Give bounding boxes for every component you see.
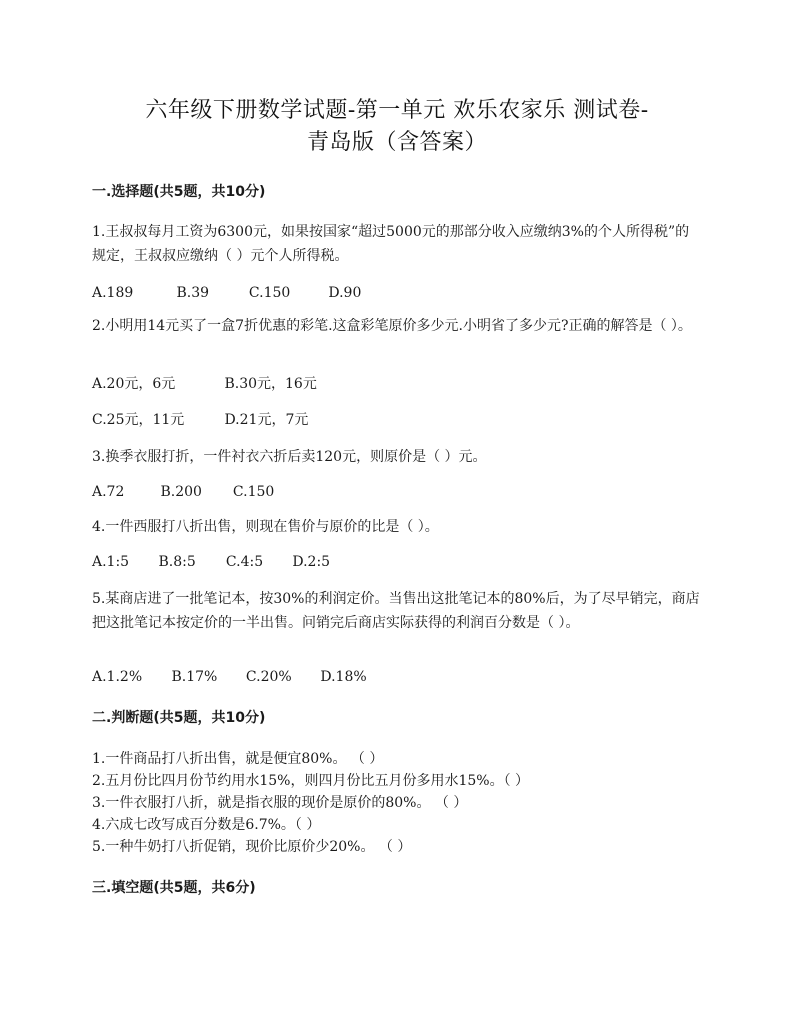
question-2-options-row2 [92, 410, 308, 430]
option-d: D.90 [328, 285, 362, 301]
tf-item-5: 5.一种牛奶打八折促销，现价比原价少20%。 （ ） [92, 839, 412, 855]
tf-item-3: 3.一件衣服打八折，就是指衣服的现价是原价的80%。 （ ） [92, 795, 468, 811]
option-d: D.21元，7元 [224, 412, 309, 428]
question-5: 5.某商店进了一批笔记本，按30%的利润定价。当售出这批笔记本的80%后，为了尽早销完，商店把这批笔记本按定价的一半出售。问销完后商店实际获得的利润百分数是（ ）。 [92, 591, 700, 631]
option-b: B.8:5 [158, 554, 196, 570]
question-4-options [92, 552, 330, 572]
option-c: C.4:5 [225, 554, 264, 570]
option-c: C.150 [248, 285, 291, 301]
question-3: 3.换季衣服打折，一件衬衣六折后卖120元，则原价是（ ）元。 [92, 449, 487, 465]
section-heading-choice: 一.选择题(共5题，共10分) [92, 184, 266, 200]
option-a: A.1:5 [92, 554, 130, 570]
doc-title-line1: 六年级下册数学试题-第一单元 欢乐农家乐 测试卷- [145, 98, 649, 123]
option-d: D.2:5 [292, 554, 331, 570]
option-a: A.189 [92, 285, 134, 301]
question-4: 4.一件西服打八折出售，则现在售价与原价的比是（ ）。 [92, 519, 439, 535]
question-2: 2.小明用14元买了一盒7折优惠的彩笔.这盒彩笔原价多少元.小明省了多少元?正确的解答是（ ）。 [92, 318, 692, 334]
tf-item-4: 4.六成七改写成百分数是6.7%。（ ） [92, 817, 321, 833]
option-c: C.25元，11元 [92, 412, 185, 428]
option-b: B.30元，16元 [224, 376, 317, 392]
question-3-options [92, 482, 274, 502]
question-5-options [92, 667, 367, 687]
section-heading-fill-blank: 三.填空题(共5题，共6分) [92, 880, 256, 896]
question-2-options-row1 [92, 374, 317, 394]
tf-item-2: 2.五月份比四月份节约用水15%，则四月份比五月份多用水15%。（ ） [92, 773, 530, 789]
option-a: A.72 [92, 484, 125, 500]
option-c: C.150 [232, 484, 275, 500]
option-d: D.18% [320, 669, 367, 685]
option-b: B.17% [171, 669, 218, 685]
question-1-options [92, 283, 361, 303]
option-a: A.1.2% [92, 669, 143, 685]
option-c: C.20% [245, 669, 292, 685]
section-heading-true-false: 二.判断题(共5题，共10分) [92, 710, 266, 726]
option-b: B.200 [160, 484, 202, 500]
tf-item-1: 1.一件商品打八折出售，就是便宜80%。 （ ） [92, 751, 384, 767]
option-a: A.20元，6元 [92, 376, 176, 392]
doc-title-line2: 青岛版（含答案） [306, 130, 487, 155]
option-b: B.39 [176, 285, 210, 301]
question-1: 1.王叔叔每月工资为6300元，如果按国家“超过5000元的那部分收入应缴纳3%的个人所得税”的规定，王叔叔应缴纳（ ）元个人所得税。 [92, 224, 690, 264]
